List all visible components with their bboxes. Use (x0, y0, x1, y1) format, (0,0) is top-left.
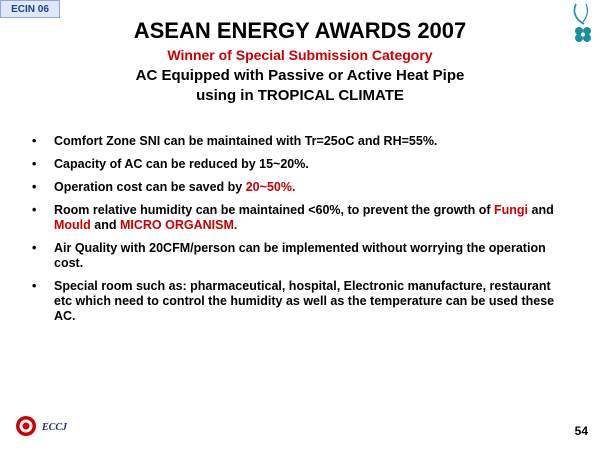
bullet-item (30, 279, 570, 324)
bullet-text: Comfort Zone SNI can be maintained with Tr=25oC and RH=55%. (54, 134, 438, 148)
bullet-dot: • (32, 134, 37, 148)
bullet-highlight-fungi: Fungi (494, 203, 529, 217)
heading-line-2: using in TROPICAL CLIMATE (196, 87, 404, 104)
eccj-logo-text: ECCJ (42, 422, 68, 433)
bullet-item (30, 241, 570, 271)
bullet-dot: • (32, 180, 37, 194)
bullet-dot: • (32, 203, 37, 217)
bullet-list (30, 134, 570, 332)
bullet-text: Air Quality with 20CFM/person can be implemented without worrying the operation cost. (54, 241, 546, 270)
slide-title: ASEAN ENERGY AWARDS 2007 (133, 18, 467, 43)
bullet-dot: • (32, 157, 37, 171)
page-number: 54 (574, 424, 588, 438)
bullet-item (30, 157, 570, 172)
bullet-text: Room relative humidity can be maintained <60%, to prevent the growth of (54, 203, 495, 217)
bullet-item (30, 180, 570, 195)
slide-tag: ECIN 06 (0, 0, 60, 18)
heading-line-1: AC Equipped with Passive or Active Heat Pipe (135, 67, 465, 84)
bullet-highlight-mould: Mould (54, 218, 91, 232)
bullet-highlight-micro-organism: MICRO ORGANISM. (119, 218, 238, 232)
bullet-text: Operation cost can be saved by (54, 180, 246, 194)
slide-subtitle: Winner of Special Submission Category (167, 47, 433, 63)
bullet-item (30, 134, 570, 149)
bullet-text: Special room such as: pharmaceutical, hospital, Electronic manufacture, restaurant etc which need to control the humidity as well as the temperature can be used these AC. (54, 279, 555, 323)
bullet-conjunction: and (528, 203, 554, 217)
bullet-conjunction: and (90, 218, 120, 232)
bullet-dot: • (32, 241, 37, 255)
bullet-dot: • (32, 279, 37, 293)
bullet-text: Capacity of AC can be reduced by 15~20%. (54, 157, 309, 171)
bullet-highlight: 20~50%. (245, 180, 296, 194)
bullet-item (30, 203, 570, 233)
